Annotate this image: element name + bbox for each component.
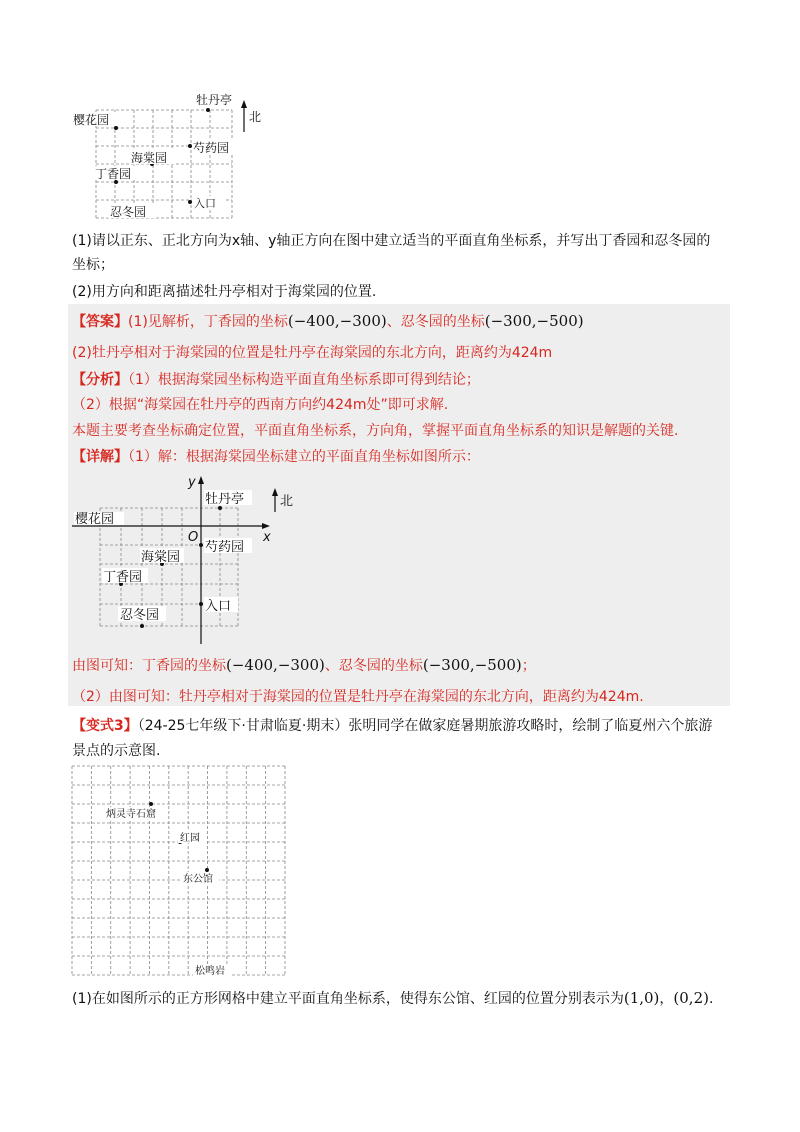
detail-line-1 xyxy=(72,447,480,467)
label-entrance: 入口 xyxy=(194,197,216,210)
from-figure-end: ； xyxy=(521,658,536,674)
label-dingxiangyuan: 丁香园 xyxy=(95,167,132,181)
coord-donggongguan: (1,0) xyxy=(623,989,660,1007)
coord-hongyuan: (0,2) xyxy=(673,989,709,1007)
label2-shaoyaoyuan: 芍药园 xyxy=(205,540,245,555)
label-north: 北 xyxy=(249,110,262,124)
question-1-line-2: 坐标； xyxy=(72,257,114,273)
answer-1-mid: 、忍冬园的坐标 xyxy=(386,314,485,330)
map-figure-3 xyxy=(68,762,290,978)
variant-line-1 xyxy=(72,716,712,736)
analysis-tag: 【分析】 xyxy=(72,372,128,388)
from-figure-prefix: 由图可知：丁香园的坐标 xyxy=(72,658,226,674)
coord-rendong-2: (−300,−500) xyxy=(422,656,522,674)
detail-1: （1）解：根据海棠园坐标建立的平面直角坐标如图所示： xyxy=(128,449,480,465)
label3-hongyuan: 红园 xyxy=(180,833,200,844)
axis-y-label: y xyxy=(188,475,196,490)
detail-line-2: （2）由图可知：牡丹亭相对于海棠园的位置是牡丹亭在海棠园的东北方向，距离约为424m. xyxy=(72,689,644,705)
label2-rendongyuan: 忍冬园 xyxy=(120,608,160,623)
label3-donggongguan: 东公馆 xyxy=(183,874,213,885)
question-1-line-1: (1)请以正东、正北方向为x轴、y轴正方向在图中建立适当的平面直角坐标系，并写出丁香园和忍冬园的 xyxy=(72,233,711,249)
question-3-sep: ， xyxy=(659,991,674,1007)
label-yinghuayuan: 樱花园 xyxy=(73,113,110,127)
question-3-end: . xyxy=(708,991,714,1007)
answer-tag: 【答案】 xyxy=(72,314,128,330)
map-figure-1 xyxy=(66,88,286,224)
label2-entrance: 入口 xyxy=(205,599,232,614)
coord-dingxiang-2: (−400,−300) xyxy=(226,656,325,674)
answer-line-1 xyxy=(72,311,584,332)
analysis-line-1 xyxy=(72,370,480,390)
label-rendongyuan: 忍冬园 xyxy=(110,205,147,219)
question-2: (2)用方向和距离描述牡丹亭相对于海棠园的位置. xyxy=(72,284,377,300)
label2-north: 北 xyxy=(280,494,294,509)
question-3-text: (1)在如图所示的正方形网格中建立平面直角坐标系，使得东公馆、红园的位置分别表示为 xyxy=(72,991,624,1007)
analysis-line-2: （2）根据“海棠园在牡丹亭的西南方向约424m处”即可求解. xyxy=(72,397,449,413)
detail-tag: 【详解】 xyxy=(72,449,128,465)
axis-x-label: x xyxy=(263,530,271,545)
coord-dingxiang: (−400,−300) xyxy=(287,312,387,330)
label2-haitangyuan: 海棠园 xyxy=(141,550,181,565)
answer-line-2: (2)牡丹亭相对于海棠园的位置是牡丹亭在海棠园的东北方向，距离约为424m xyxy=(72,345,553,361)
variant-text-1: （24-25七年级下·甘肃临夏·期末）张明同学在做家庭暑期旅游攻略时，绘制了临夏州六个旅游 xyxy=(137,718,713,734)
label3-bingling-grottoes: 炳灵寺石窟 xyxy=(106,809,156,820)
from-figure-line xyxy=(72,655,536,676)
label2-yinghuayuan: 樱花园 xyxy=(75,512,115,527)
map-figure-2 xyxy=(68,472,294,648)
question-3-line xyxy=(72,988,713,1009)
coord-rendong: (−300,−500) xyxy=(484,312,584,330)
label2-dingxiangyuan: 丁香园 xyxy=(103,570,143,585)
analysis-1: （1）根据海棠园坐标构造平面直角坐标系即可得到结论； xyxy=(128,372,480,388)
label-shaoyaoyuan: 芍药园 xyxy=(193,141,230,155)
variant-tag: 【变式3】 xyxy=(72,718,138,734)
label2-mudanting: 牡丹亭 xyxy=(205,492,245,507)
label-haitangyuan: 海棠园 xyxy=(131,151,168,165)
variant-line-2: 景点的示意图. xyxy=(72,743,161,759)
label-mudanting: 牡丹亭 xyxy=(196,93,233,107)
answer-1-prefix: (1)见解析，丁香园的坐标 xyxy=(128,314,288,330)
analysis-line-3: 本题主要考查坐标确定位置，平面直角坐标系，方向角，掌握平面直角坐标系的知识是解题的关键. xyxy=(72,423,679,439)
label3-songmingyan: 松鸣岩 xyxy=(195,966,225,977)
origin-label: O xyxy=(188,530,199,545)
from-figure-mid: 、忍冬园的坐标 xyxy=(324,658,423,674)
